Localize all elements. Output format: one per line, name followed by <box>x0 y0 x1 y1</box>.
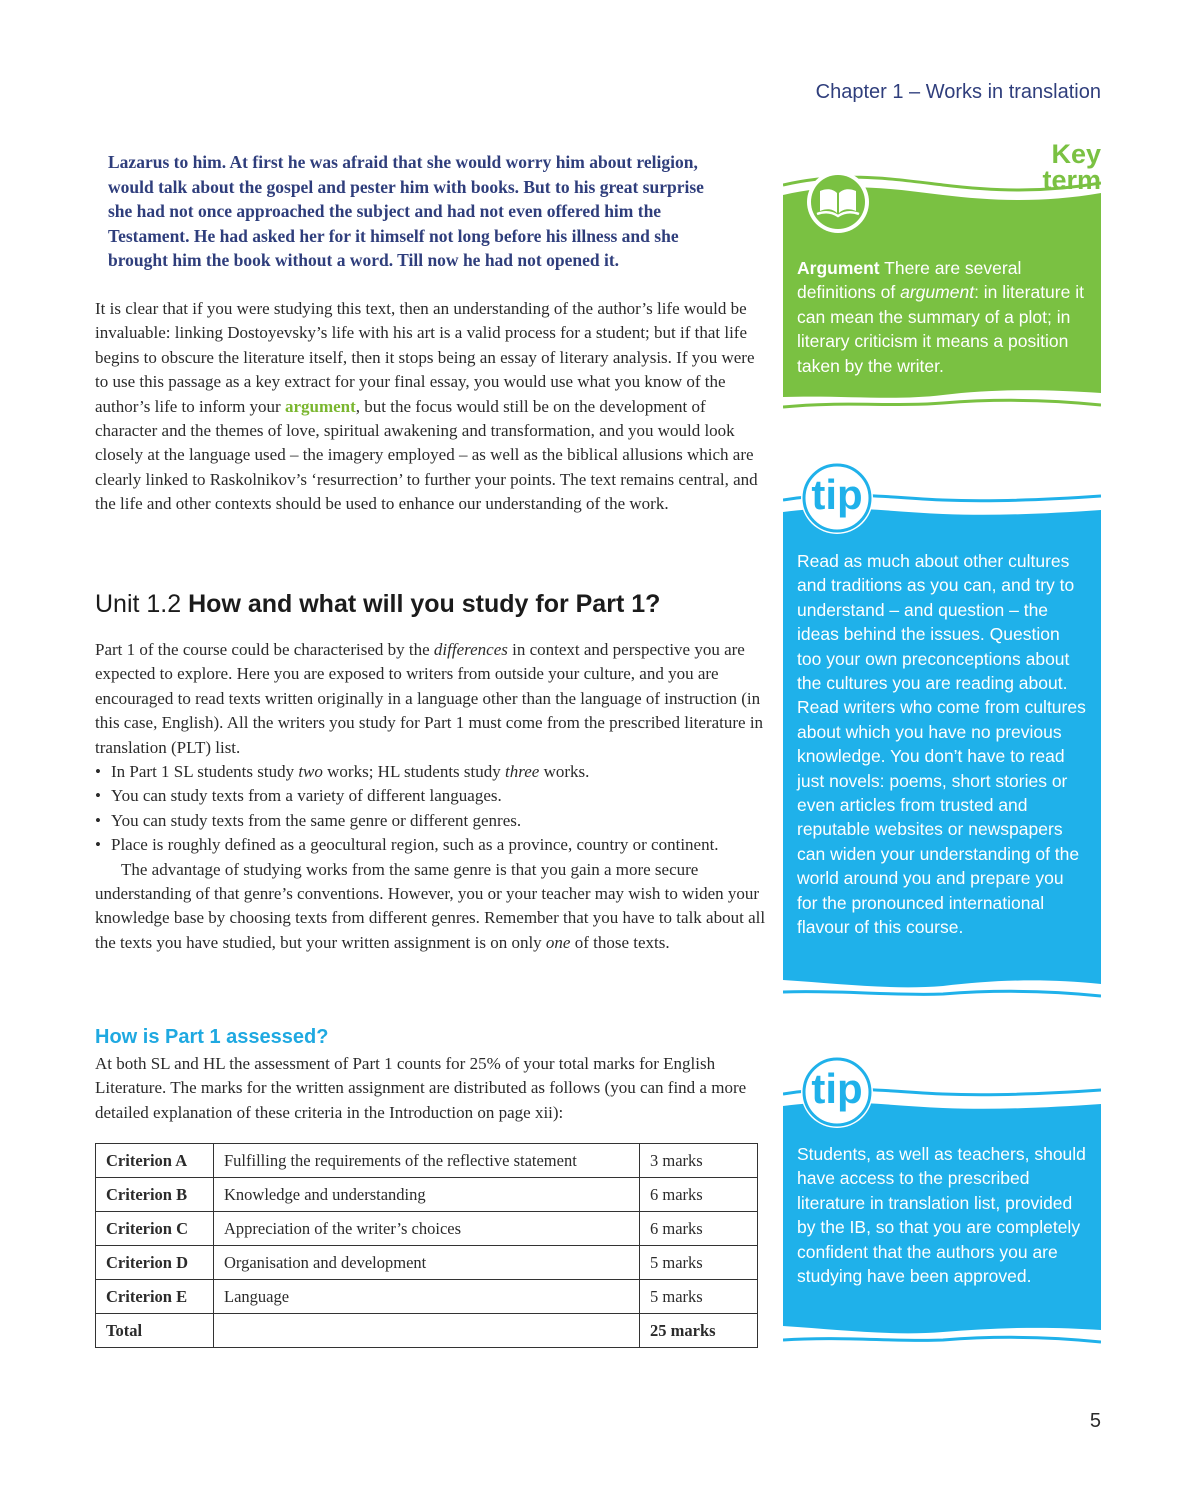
list-item: • Place is roughly defined as a geocultural region, such as a province, country or continent. <box>95 833 767 857</box>
text: works. <box>539 762 590 782</box>
description-cell: Fulfilling the requirements of the reflective statement <box>214 1144 640 1178</box>
criterion-cell: Criterion B <box>96 1178 214 1212</box>
assessment-heading: How is Part 1 assessed? <box>95 1026 329 1048</box>
tip-label: tip <box>811 1065 863 1112</box>
description-cell: Appreciation of the writer’s choices <box>214 1212 640 1246</box>
marks-cell: 6 marks <box>640 1178 758 1212</box>
criterion-cell: Criterion A <box>96 1144 214 1178</box>
emphasis: three <box>505 762 540 782</box>
page-number: 5 <box>1089 1410 1101 1432</box>
unit-heading <box>95 590 660 619</box>
paragraph-context <box>95 297 767 517</box>
list-item: • You can study texts from the same genre or different genres. <box>95 809 767 833</box>
total-marks-cell: 25 marks <box>640 1314 758 1348</box>
emphasis: two <box>298 762 323 782</box>
table-row <box>96 1212 758 1246</box>
label-line: term <box>1042 165 1101 195</box>
text: , but the focus would still be on the development of character and the themes of love, spiritual awakening and transformation, and you would look closely at the language used – the imagery employed – as well as the biblical allusions which are clearly linked to Raskolnikov’s ‘resurrection’ to further your points. The text remains central, and the life and other contexts should be used to enhance our understanding of the work. <box>95 396 758 514</box>
text: Part 1 of the course could be characterised by the <box>95 640 434 659</box>
label-line: Key <box>1051 139 1101 169</box>
marks-cell: 3 marks <box>640 1144 758 1178</box>
emphasis: argument <box>900 282 975 303</box>
description-cell: Language <box>214 1280 640 1314</box>
table-row <box>96 1246 758 1280</box>
part1-section <box>95 638 767 955</box>
unit-number: Unit 1.2 <box>95 590 182 618</box>
table-row <box>96 1280 758 1314</box>
key-term-label <box>1042 141 1101 193</box>
tip-box-2 <box>783 1054 1101 1354</box>
table-row <box>96 1178 758 1212</box>
total-label-cell: Total <box>96 1314 214 1348</box>
tip-text: Students, as well as teachers, should have access to the prescribed literature in translation list, provided by the IB, so that you are completely confident that the authors you are studying have been approved. <box>797 1144 1086 1287</box>
tip-text: Read as much about other cultures and traditions as you can, and try to understand – and question – the ideas behind the issues. Question too your own preconceptions about the cultures you are reading about. Read writers who come from cultures about which you have no previous knowledge. You don’t have to read just novels: poems, short stories or even articles from trusted and reputable websites or newspapers can widen your understanding of the world around you and prepare you for the pronounced international flavour of this course. <box>797 551 1086 938</box>
paragraph <box>95 297 767 517</box>
paragraph <box>95 638 767 760</box>
text: works; HL students study <box>322 762 506 782</box>
marks-cell: 5 marks <box>640 1246 758 1280</box>
list-item <box>95 760 767 784</box>
table-row <box>96 1144 758 1178</box>
text: in context and perspective you are expected to explore. Here you are exposed to writers from outside your culture, and you are encouraged to read texts written originally in a language other than the language of instruction (in this case, English). All the writers you study for Part 1 must come from the prescribed literature in translation (PLT) list. <box>95 640 764 757</box>
chapter-header: Chapter 1 – Works in translation <box>815 81 1101 103</box>
criterion-cell: Criterion E <box>96 1280 214 1314</box>
marks-cell: 6 marks <box>640 1212 758 1246</box>
key-term-word: Argument <box>797 258 880 278</box>
description-cell <box>214 1314 640 1348</box>
unit-title: How and what will you study for Part 1? <box>188 590 661 618</box>
quote-line: she had not once approached the subject and had not even offered him the <box>108 201 662 221</box>
key-term-box <box>783 139 1101 415</box>
emphasis: one <box>545 932 571 952</box>
quote-line: brought him the book without a word. Till now he had not opened it. <box>108 250 620 270</box>
text: In Part 1 SL students study <box>111 762 299 782</box>
table-row-total <box>96 1314 758 1348</box>
description-cell: Knowledge and understanding <box>214 1178 640 1212</box>
emphasis: differences <box>433 640 508 659</box>
paragraph: At both SL and HL the assessment of Part 1 counts for 25% of your total marks for English Literature. The marks for the written assignment are distributed as follows (you can find a more detailed explanation of these criteria in the Introduction on page xii): <box>95 1054 747 1122</box>
quote-line: Testament. He had asked her for it himself not long before his illness and she <box>108 225 679 246</box>
text: The advantage of studying works from the same genre is that you gain a more secure understanding of that genre’s conventions. However, you or your teacher may wish to widen your knowledge base by choosing texts from different genres. Remember that you have to talk about all the texts you have studied, but your written assignment is on only <box>95 859 766 952</box>
criterion-cell: Criterion D <box>96 1246 214 1280</box>
paragraph <box>95 858 767 956</box>
text: There are several definitions of <box>797 258 1022 303</box>
tip-label: tip <box>811 471 863 518</box>
quote-line: would talk about the gospel and pester him with books. But to his great surprise <box>108 176 704 197</box>
criterion-cell: Criterion C <box>96 1212 214 1246</box>
bullet-list <box>95 760 767 858</box>
text: It is clear that if you were studying this text, then an understanding of the author’s life would be invaluable: linking Dostoyevsky’s life with his art is a valid process for a student; but if that life begins to obscure the literature itself, then it stops being an essay of literary analysis. If you were to use this passage as a key extract for your final essay, you would use what you know of the author’s life to inform your <box>95 299 755 416</box>
key-term-link[interactable]: argument <box>284 396 356 416</box>
criteria-table <box>95 1143 758 1348</box>
assessment-paragraph <box>95 1052 767 1125</box>
quote-line: Lazarus to him. At first he was afraid that she would worry him about religion, <box>108 152 698 172</box>
description-cell: Organisation and development <box>214 1246 640 1280</box>
text: : in literature it can mean the summary of a plot; in literary criticism it means a position taken by the writer. <box>797 282 1084 376</box>
extract-quote <box>108 150 768 273</box>
tip-box-1 <box>783 460 1101 1002</box>
text: of those texts. <box>570 932 670 952</box>
open-book-icon <box>805 169 871 235</box>
key-term-definition <box>797 256 1087 378</box>
marks-cell: 5 marks <box>640 1280 758 1314</box>
list-item: • You can study texts from a variety of different languages. <box>95 784 767 808</box>
